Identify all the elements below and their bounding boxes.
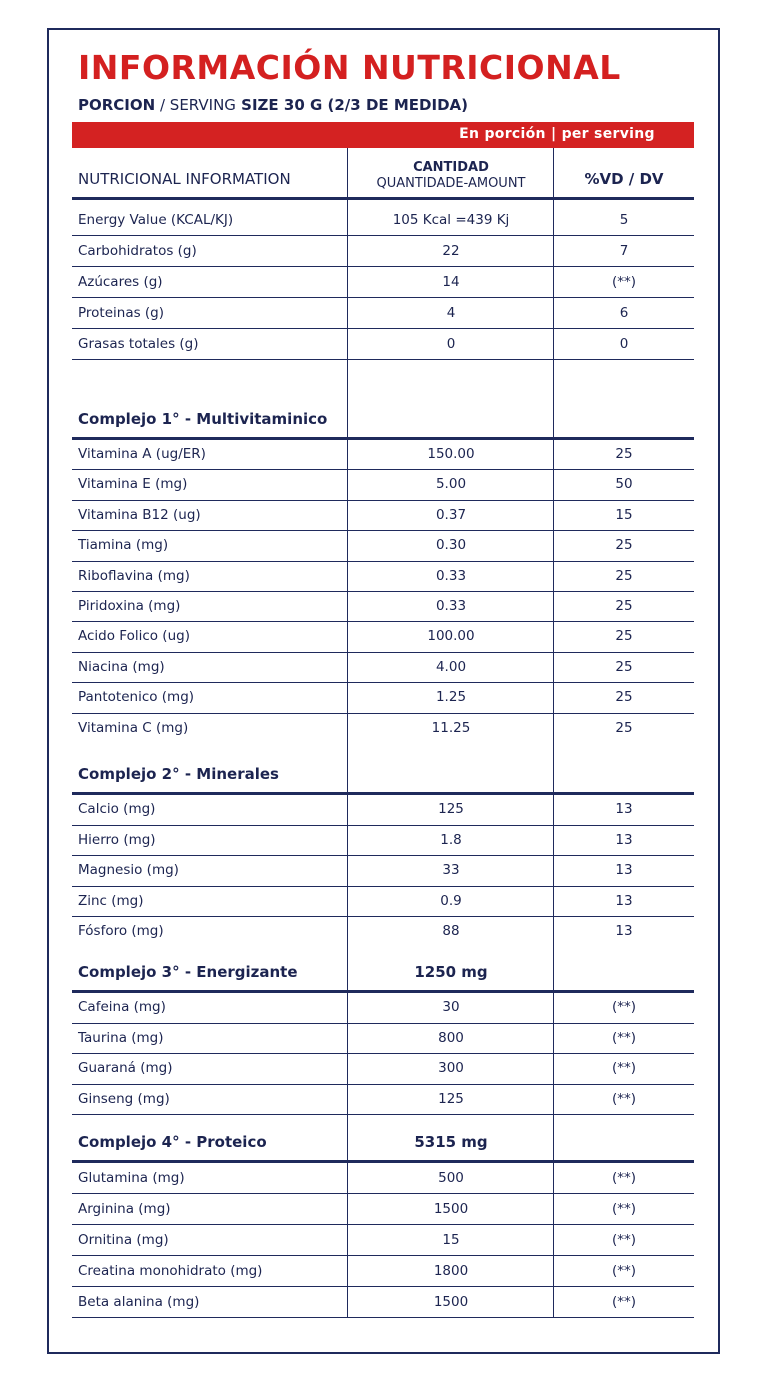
nutrient-dv: (**) xyxy=(611,1294,637,1310)
section-header xyxy=(72,362,694,440)
nutrient-dv: 25 xyxy=(615,446,633,462)
nutrient-amount: 4.00 xyxy=(435,658,467,675)
section-amount: 5315 mg xyxy=(414,1133,488,1151)
per-serving-label: En porción | per serving xyxy=(459,126,655,142)
table-row xyxy=(72,470,694,500)
table-row xyxy=(72,531,694,561)
nutrient-name: Niacina (mg) xyxy=(78,658,165,675)
nutrient-amount: 22 xyxy=(442,243,460,259)
section-amount: 1250 mg xyxy=(414,963,488,981)
table-row xyxy=(72,683,694,713)
nutrient-dv: (**) xyxy=(611,1060,637,1077)
nutrient-name: Beta alanina (mg) xyxy=(78,1294,200,1310)
nutrient-dv: 50 xyxy=(615,476,633,493)
nutrient-amount: 800 xyxy=(438,1029,464,1046)
nutrient-amount: 150.00 xyxy=(427,446,475,462)
table-row xyxy=(72,501,694,531)
table-row xyxy=(72,1256,694,1287)
nutrient-amount: 14 xyxy=(442,274,460,290)
nutrient-name: Fósforo (mg) xyxy=(78,923,164,940)
table-row xyxy=(72,622,694,652)
section-title: Complejo 1° - Multivitaminico xyxy=(78,410,328,428)
nutrient-name: Taurina (mg) xyxy=(78,1029,164,1046)
table-row xyxy=(72,592,694,622)
table-header xyxy=(72,148,694,200)
nutrient-amount: 100.00 xyxy=(427,628,475,645)
nutrient-name: Riboflavina (mg) xyxy=(78,567,190,584)
nutrient-name: Guaraná (mg) xyxy=(78,1060,173,1077)
nutrient-amount: 1.8 xyxy=(440,831,462,848)
nutrient-name: Pantotenico (mg) xyxy=(78,689,195,706)
table-row xyxy=(72,440,694,470)
nutrient-dv: (**) xyxy=(611,999,637,1015)
nutrient-amount: 105 Kcal =439 Kj xyxy=(392,212,510,228)
header-amount xyxy=(348,160,554,192)
serving-size xyxy=(78,96,468,114)
table-row xyxy=(72,856,694,887)
nutrient-dv: (**) xyxy=(611,1170,637,1186)
nutrient-name: Magnesio (mg) xyxy=(78,862,179,879)
nutrient-amount: 0.30 xyxy=(435,537,467,554)
nutrient-name: Grasas totales (g) xyxy=(78,336,199,352)
nutrient-amount: 125 xyxy=(438,1090,464,1107)
nutrient-dv: (**) xyxy=(611,1263,637,1279)
nutrient-name: Zinc (mg) xyxy=(78,892,144,909)
section-title: Complejo 4° - Proteico xyxy=(78,1133,267,1151)
nutrient-name: Arginina (mg) xyxy=(78,1201,171,1217)
nutrient-amount: 1500 xyxy=(433,1294,469,1310)
nutrient-dv: 7 xyxy=(619,243,629,259)
nutrient-name: Proteinas (g) xyxy=(78,305,165,321)
table-row xyxy=(72,562,694,592)
nutrient-amount: 300 xyxy=(438,1060,464,1077)
porcion-label: PORCION xyxy=(78,96,156,114)
nutrient-dv: 13 xyxy=(615,862,633,879)
nutrient-dv: 13 xyxy=(615,923,633,940)
nutrient-name: Creatina monohidrato (mg) xyxy=(78,1263,263,1279)
table-row xyxy=(72,795,694,826)
nutrient-amount: 0.33 xyxy=(435,598,467,614)
nutrient-amount: 88 xyxy=(442,923,460,940)
section-title: Complejo 2° - Minerales xyxy=(78,765,279,783)
nutrient-dv: 25 xyxy=(615,719,633,736)
header-nutrient: NUTRICIONAL INFORMATION xyxy=(78,170,291,188)
nutrient-dv: 25 xyxy=(615,628,633,645)
nutrient-name: Vitamina E (mg) xyxy=(78,476,188,493)
nutrient-name: Carbohidratos (g) xyxy=(78,243,197,259)
nutrient-name: Glutamina (mg) xyxy=(78,1170,185,1186)
header-amount-line2: QUANTIDADE-AMOUNT xyxy=(376,176,526,191)
nutrient-dv: (**) xyxy=(611,1201,637,1217)
table-row xyxy=(72,887,694,918)
section-header xyxy=(72,1116,694,1163)
nutrient-amount: 1.25 xyxy=(435,689,467,706)
table-row xyxy=(72,1085,694,1116)
table-row xyxy=(72,267,694,298)
nutrient-name: Ornitina (mg) xyxy=(78,1232,169,1248)
nutrient-name: Ginseng (mg) xyxy=(78,1090,170,1107)
header-amount-line1: CANTIDAD xyxy=(413,160,489,175)
table-row xyxy=(72,205,694,236)
nutrient-dv: 25 xyxy=(615,537,633,554)
column-divider-right xyxy=(553,148,554,1318)
table-row xyxy=(72,917,694,948)
nutrient-amount: 1500 xyxy=(433,1201,469,1217)
header-dv: %VD / DV xyxy=(584,170,664,188)
table-bottom-rule xyxy=(72,1317,694,1318)
nutrient-dv: 13 xyxy=(615,831,633,848)
nutrient-dv: 25 xyxy=(615,689,633,706)
nutrient-dv: 25 xyxy=(615,598,633,614)
column-divider-left xyxy=(347,148,348,1318)
section-header xyxy=(72,744,694,795)
nutrient-name: Acido Folico (ug) xyxy=(78,628,190,645)
table-row xyxy=(72,993,694,1024)
nutrient-name: Azúcares (g) xyxy=(78,274,163,290)
nutrient-dv: 0 xyxy=(619,336,629,352)
nutrient-name: Vitamina C (mg) xyxy=(78,719,189,736)
nutrient-amount: 125 xyxy=(438,801,464,817)
nutrient-amount: 0.9 xyxy=(440,892,462,909)
nutrient-dv: 25 xyxy=(615,567,633,584)
nutrient-dv: 15 xyxy=(615,506,633,523)
table-row xyxy=(72,1225,694,1256)
nutrient-name: Hierro (mg) xyxy=(78,831,156,848)
nutrient-dv: 25 xyxy=(615,658,633,675)
table-row xyxy=(72,826,694,857)
nutrient-amount: 1800 xyxy=(433,1263,469,1279)
table-row xyxy=(72,653,694,683)
nutrient-name: Piridoxina (mg) xyxy=(78,598,181,614)
table-row xyxy=(72,298,694,329)
serving-size-value: SIZE 30 G (2/3 DE MEDIDA) xyxy=(235,96,468,114)
table-row xyxy=(72,1287,694,1318)
nutrient-amount: 33 xyxy=(442,862,460,879)
section-title: Complejo 3° - Energizante xyxy=(78,963,298,981)
serving-label: SERVING xyxy=(169,96,236,114)
nutrient-dv: (**) xyxy=(611,1232,637,1248)
nutrient-name: Vitamina A (ug/ER) xyxy=(78,446,206,462)
nutrient-name: Energy Value (KCAL/KJ) xyxy=(78,212,234,228)
nutrient-amount: 5.00 xyxy=(435,476,467,493)
nutrient-dv: (**) xyxy=(611,1090,637,1107)
table-row xyxy=(72,1194,694,1225)
table-row xyxy=(72,1054,694,1085)
table-row xyxy=(72,714,694,744)
nutrient-name: Calcio (mg) xyxy=(78,801,156,817)
nutrient-dv: (**) xyxy=(611,274,637,290)
nutrient-name: Vitamina B12 (ug) xyxy=(78,506,201,523)
nutrient-dv: 13 xyxy=(615,801,633,817)
nutrient-amount: 11.25 xyxy=(431,719,471,736)
page-title: INFORMACIÓN NUTRICIONAL xyxy=(78,48,621,87)
nutrient-amount: 0 xyxy=(446,336,456,352)
nutrient-dv: 13 xyxy=(615,892,633,909)
nutrient-amount: 4 xyxy=(446,305,456,321)
nutrient-dv: (**) xyxy=(611,1029,637,1046)
table-row xyxy=(72,1024,694,1055)
per-serving-banner xyxy=(72,122,694,148)
nutrient-amount: 0.37 xyxy=(435,506,467,523)
nutrient-amount: 0.33 xyxy=(435,567,467,584)
nutrient-amount: 500 xyxy=(438,1170,464,1186)
nutrient-dv: 6 xyxy=(619,305,629,321)
nutrient-dv: 5 xyxy=(619,212,629,228)
nutrient-amount: 30 xyxy=(442,999,460,1015)
section-header xyxy=(72,948,694,993)
table-row xyxy=(72,236,694,267)
nutrient-name: Cafeina (mg) xyxy=(78,999,166,1015)
nutrient-name: Tiamina (mg) xyxy=(78,537,169,554)
table-row xyxy=(72,329,694,360)
serving-separator: / xyxy=(155,96,170,114)
table-row xyxy=(72,1163,694,1194)
nutrient-amount: 15 xyxy=(442,1232,460,1248)
